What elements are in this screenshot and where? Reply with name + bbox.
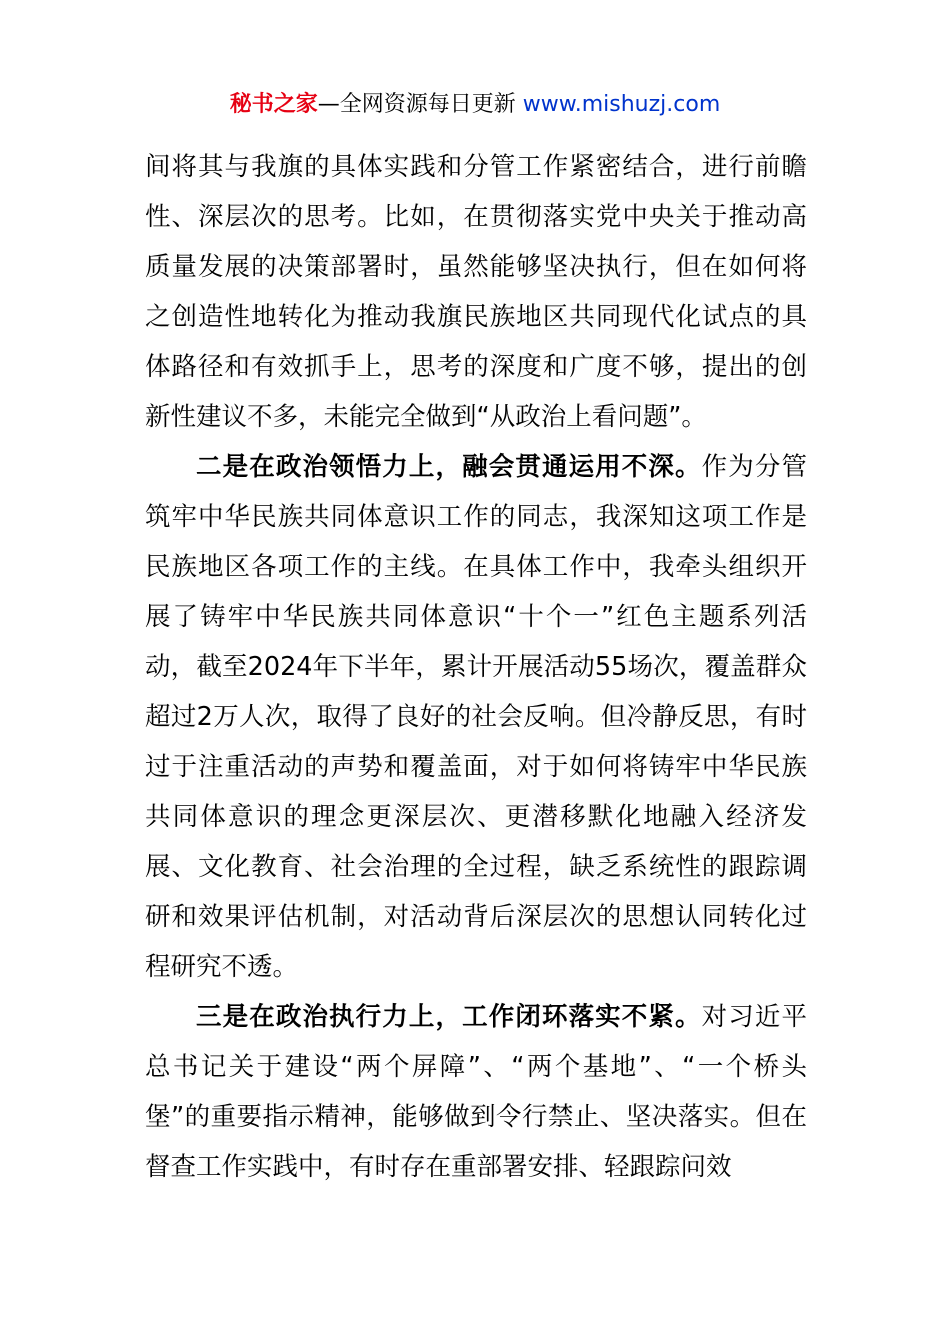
- paragraph-political-comprehension: [145, 442, 807, 992]
- paragraph-lead-heading: 三是在政治执行力上，工作闭环落实不紧。: [196, 1002, 702, 1032]
- paragraph-lead-heading: 二是在政治领悟力上，融会贯通运用不深。: [196, 452, 702, 482]
- paragraph-text: 对习近平总书记关于建设“两个屏障”、“两个基地”、“一个桥头堡”的重要指示精神，能够做到令行禁止、坚决落实。但在督查工作实践中，有时存在重部署安排、轻跟踪问效: [145, 1002, 807, 1182]
- paragraph-text: 间将其与我旗的具体实践和分管工作紧密结合，进行前瞻性、深层次的思考。比如，在贯彻落实党中央关于推动高质量发展的决策部署时，虽然能够坚决执行，但在如何将之创造性地转化为推动我旗民族地区共同现代化试点的具体路径和有效抓手上，思考的深度和广度不够，提出的创新性建议不多，未能完全做到“从政治上看问题”。: [145, 152, 807, 432]
- site-header: [0, 88, 950, 122]
- paragraph-continuation: [145, 142, 807, 442]
- document-body: [145, 142, 807, 1192]
- site-url-link[interactable]: www.mishuzj.com: [522, 92, 721, 117]
- paragraph-text: 作为分管筑牢中华民族共同体意识工作的同志，我深知这项工作是民族地区各项工作的主线。在具体工作中，我牵头组织开展了铸牢中华民族共同体意识“十个一”红色主题系列活动，截至2024年下半年，累计开展活动55场次，覆盖群众超过2万人次，取得了良好的社会反响。但冷静反思，有时过于注重活动的声势和覆盖面，对于如何将铸牢中华民族共同体意识的理念更深层次、更潜移默化地融入经济发展、文化教育、社会治理的全过程，缺乏系统性的跟踪调研和效果评估机制，对活动背后深层次的思想认同转化过程研究不透。: [145, 452, 807, 982]
- paragraph-political-execution: [145, 992, 807, 1192]
- brand-name: 秘书之家: [229, 92, 318, 117]
- header-tagline: —全网资源每日更新: [317, 92, 523, 117]
